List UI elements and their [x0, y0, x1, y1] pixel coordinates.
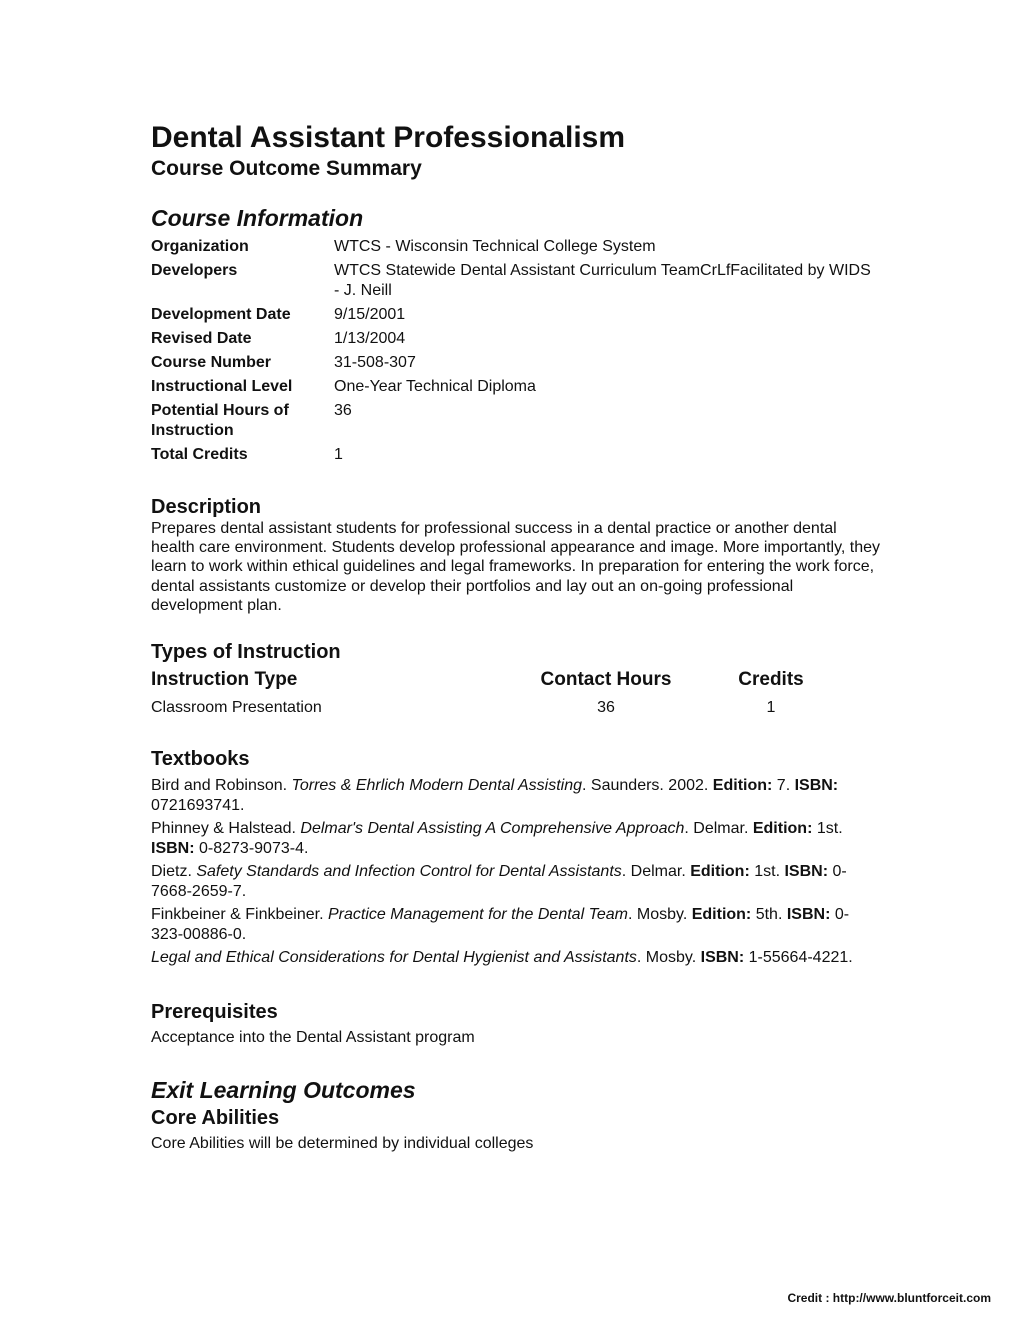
textbook-authors: Phinney & Halstead. — [151, 820, 301, 838]
core-abilities-heading: Core Abilities — [151, 1106, 280, 1129]
info-value: 1 — [334, 446, 343, 463]
textbook-item — [151, 862, 881, 901]
info-value: One-Year Technical Diploma — [334, 378, 536, 395]
course-info-table — [151, 237, 874, 469]
textbook-title: Torres & Ehrlich Modern Dental Assisting — [291, 777, 583, 795]
edition-label: Edition: — [690, 863, 750, 881]
textbook-isbn: 0721693741. — [151, 796, 245, 814]
document-title: Dental Assistant Professionalism — [151, 121, 626, 154]
textbook-isbn: 0-7668-2659-7. — [151, 863, 847, 900]
info-row-organization — [151, 237, 874, 261]
textbook-title: Delmar's Dental Assisting A Comprehensive Approach — [300, 820, 685, 838]
textbook-item — [151, 948, 881, 968]
textbook-title: Legal and Ethical Considerations for Dental Hygienist and Assistants — [151, 949, 637, 967]
edition-label: Edition: — [752, 820, 813, 838]
isbn-label: ISBN: — [151, 839, 195, 857]
textbook-publisher: . Mosby. — [628, 906, 692, 924]
prerequisites-heading: Prerequisites — [151, 1000, 278, 1023]
textbook-edition: 5th. — [751, 906, 787, 924]
info-value: WTCS Statewide Dental Assistant Curriculum TeamCrLfFacilitated by WIDS - J. Neill — [334, 262, 871, 299]
textbooks-heading: Textbooks — [151, 748, 250, 771]
textbook-authors: Finkbeiner & Finkbeiner. — [151, 906, 328, 924]
exit-learning-outcomes-heading: Exit Learning Outcomes — [151, 1076, 416, 1103]
column-header-instruction-type: Instruction Type — [151, 669, 298, 691]
info-label: Potential Hours of Instruction — [151, 402, 289, 439]
info-row-course-number — [151, 353, 874, 377]
textbook-item — [151, 776, 881, 815]
textbook-item — [151, 905, 881, 944]
info-label: Development Date — [151, 306, 291, 323]
contact-hours-cell: 36 — [597, 699, 615, 717]
textbook-title: Practice Management for the Dental Team — [327, 906, 628, 924]
instruction-type-cell: Classroom Presentation — [151, 699, 322, 717]
prerequisites-text: Acceptance into the Dental Assistant program — [151, 1028, 475, 1046]
info-value: WTCS - Wisconsin Technical College System — [334, 238, 656, 255]
core-abilities-text: Core Abilities will be determined by individual colleges — [151, 1134, 534, 1152]
types-of-instruction-heading: Types of Instruction — [151, 641, 341, 664]
textbook-publisher: . Saunders. 2002. — [582, 777, 713, 795]
info-row-instructional-level — [151, 377, 874, 401]
column-header-credits: Credits — [738, 669, 804, 691]
info-label: Course Number — [151, 354, 272, 371]
description-text: Prepares dental assistant students for professional success in a dental practice or another dental health care environment. Students develop professional appearance and image. More importantly, they learn to work within ethical guidelines and legal frameworks. In preparation for entering the work force, dental assistants customize or develop their portfolios and lay out an on-going professional development plan. — [151, 520, 881, 614]
info-value: 9/15/2001 — [334, 306, 406, 323]
course-information-heading: Course Information — [151, 205, 364, 231]
column-header-contact-hours: Contact Hours — [540, 669, 672, 691]
isbn-label: ISBN: — [786, 906, 831, 924]
isbn-label: ISBN: — [700, 949, 745, 967]
info-label: Instructional Level — [151, 378, 293, 395]
textbook-item — [151, 819, 881, 858]
edition-label: Edition: — [691, 906, 752, 924]
textbook-edition: 7. — [772, 777, 795, 795]
isbn-label: ISBN: — [794, 777, 839, 795]
description-heading: Description — [151, 496, 262, 518]
edition-label: Edition: — [712, 777, 773, 795]
info-row-developers — [151, 261, 874, 305]
textbook-publisher: . Mosby. — [636, 949, 701, 967]
textbook-list — [151, 776, 881, 968]
document-page — [151, 120, 881, 1153]
textbook-authors: Dietz. — [151, 863, 197, 881]
textbook-publisher: . Delmar. — [684, 820, 753, 838]
textbook-edition: 1st. — [749, 863, 785, 881]
textbook-isbn: 0-323-00886-0. — [151, 906, 850, 943]
info-label: Developers — [151, 262, 238, 279]
info-label: Revised Date — [151, 330, 252, 347]
info-value: 1/13/2004 — [334, 330, 406, 347]
info-row-total-credits — [151, 445, 874, 469]
credit-line: Credit : http://www.bluntforceit.com — [787, 1291, 991, 1305]
textbook-isbn: 1-55664-4221. — [744, 949, 853, 967]
isbn-label: ISBN: — [784, 863, 829, 881]
info-row-potential-hours — [151, 401, 874, 445]
textbook-edition: 1st. — [812, 820, 843, 838]
credits-cell: 1 — [766, 699, 776, 717]
table-row — [151, 698, 841, 718]
info-row-revised-date — [151, 329, 874, 353]
instruction-table — [151, 668, 841, 718]
info-row-development-date — [151, 305, 874, 329]
info-value: 31-508-307 — [334, 354, 416, 371]
textbook-authors: Bird and Robinson. — [151, 777, 292, 795]
info-value: 36 — [334, 402, 352, 419]
textbook-isbn: 0-8273-9073-4. — [194, 839, 309, 857]
textbook-title: Safety Standards and Infection Control for Dental Assistants — [196, 863, 622, 881]
textbook-publisher: . Delmar. — [621, 863, 691, 881]
info-label: Total Credits — [151, 446, 248, 463]
info-label: Organization — [151, 238, 249, 255]
document-subtitle: Course Outcome Summary — [151, 157, 422, 180]
